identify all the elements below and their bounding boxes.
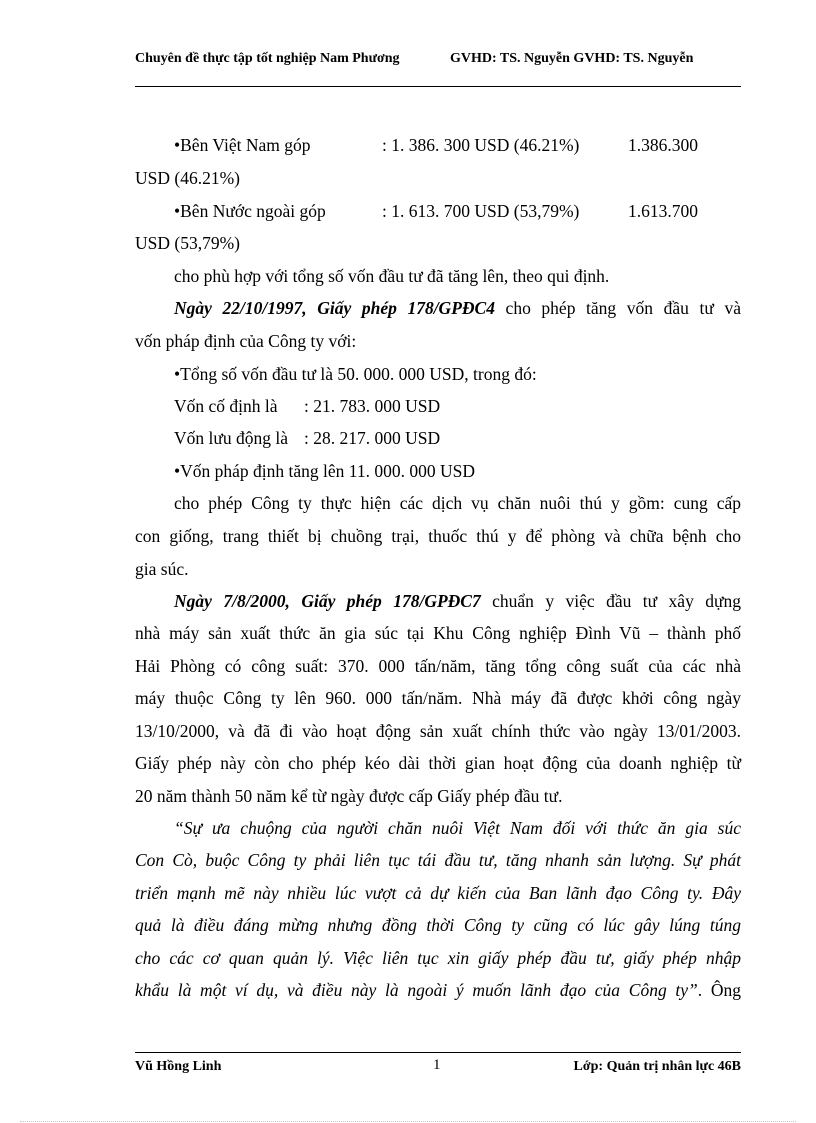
capital-value: : 21. 783. 000 USD [304,396,441,416]
body-line [174,589,741,613]
footer-class: Lớp: Quản trị nhân lực 46B [573,1059,741,1074]
bullet-item-label: •Bên Nước ngoài góp [174,201,326,221]
page-edge-divider [20,1121,796,1122]
body-line: 13/10/2000, và đã đi vào hoạt động sản xuất chính thức vào ngày 13/01/2003. [135,721,741,741]
body-line: •Tổng số vốn đầu tư là 50. 000. 000 USD, trong đó: [174,364,537,384]
body-line: nhà máy sản xuất thức ăn gia súc tại Khu Công nghiệp Đình Vũ – thành phố [135,623,741,643]
body-line: máy thuộc Công ty lên 960. 000 tấn/năm. Nhà máy đã được khởi công ngày [135,688,741,708]
body-line: gia súc. [135,559,189,579]
amount: : 1. 386. 300 USD (46.21%) [382,135,580,155]
quote-line: cho các cơ quan quản lý. Việc liên tục xin giấy phép đầu tư, giấy phép nhập [135,948,741,968]
body-text: chuẩn y việc đầu tư xây dựng [480,591,741,611]
body-line: USD (53,79%) [135,233,240,253]
amount-repeat: 1.613.700 [628,201,698,221]
body-line: cho phù hợp với tổng số vốn đầu tư đã tăng lên, theo qui định. [174,266,610,286]
quote-line: quả là điều đáng mừng nhưng đồng thời Công ty cũng có lúc gây lúng túng [135,915,741,935]
body-line: vốn pháp định của Công ty với: [135,331,357,351]
emphasis-text: Ngày 22/10/1997, Giấy phép 178/GPĐC4 [174,298,495,318]
body-line [174,426,741,450]
body-line: Hải Phòng có công suất: 370. 000 tấn/năm, tăng tổng công suất của các nhà [135,656,741,676]
body-line: cho phép Công ty thực hiện các dịch vụ chăn nuôi thú y gồm: cung cấp [174,493,741,513]
capital-value: : 28. 217. 000 USD [304,428,441,448]
amount-repeat: 1.386.300 [628,135,698,155]
emphasis-text: Ngày 7/8/2000, Giấy phép 178/GPĐC7 [174,591,481,611]
capital-label: Vốn lưu động là [174,428,288,448]
capital-label: Vốn cố định là [174,396,278,416]
header-right: GVHD: TS. Nguyễn GVHD: TS. Nguyễn [450,51,694,66]
body-line: USD (46.21%) [135,168,240,188]
body-line [174,394,741,418]
body-line: 20 năm thành 50 năm kể từ ngày được cấp Giấy phép đầu tư. [135,786,563,806]
body-line: Giấy phép này còn cho phép kéo dài thời gian hoạt động của doanh nghiệp từ [135,753,741,773]
body-line [174,296,741,320]
bullet-item-label: •Bên Việt Nam góp [174,135,311,155]
body-line: •Vốn pháp định tăng lên 11. 000. 000 USD [174,461,476,481]
body-text: cho phép tăng vốn đầu tư và [494,298,741,318]
quote-line: “Sự ưa chuộng của người chăn nuôi Việt Nam đối với thức ăn gia súc [174,818,741,838]
page-number: 1 [433,1057,441,1073]
quote-text: khẩu là một ví dụ, và điều này là ngoài ý muốn lãnh đạo của Công ty” [135,980,698,1000]
body-text: . Ông [697,980,742,1000]
quote-line: Con Cò, buộc Công ty phải liên tục tái đầu tư, tăng nhanh sản lượng. Sự phát [135,850,741,870]
quote-line: triển mạnh mẽ này nhiều lúc vượt cả dự kiến của Ban lãnh đạo Công ty. Đây [135,883,741,903]
body-line: con giống, trang thiết bị chuồng trại, thuốc thú y để phòng và chữa bệnh cho [135,526,741,546]
header-left: Chuyên đề thực tập tốt nghiệp Nam Phương [135,51,400,66]
amount: : 1. 613. 700 USD (53,79%) [382,201,580,221]
body-line [174,133,741,157]
page-header [135,50,741,87]
page-footer [135,1052,741,1079]
body-line [174,199,741,223]
footer-author: Vũ Hồng Linh [135,1059,222,1074]
quote-line [135,978,741,1002]
